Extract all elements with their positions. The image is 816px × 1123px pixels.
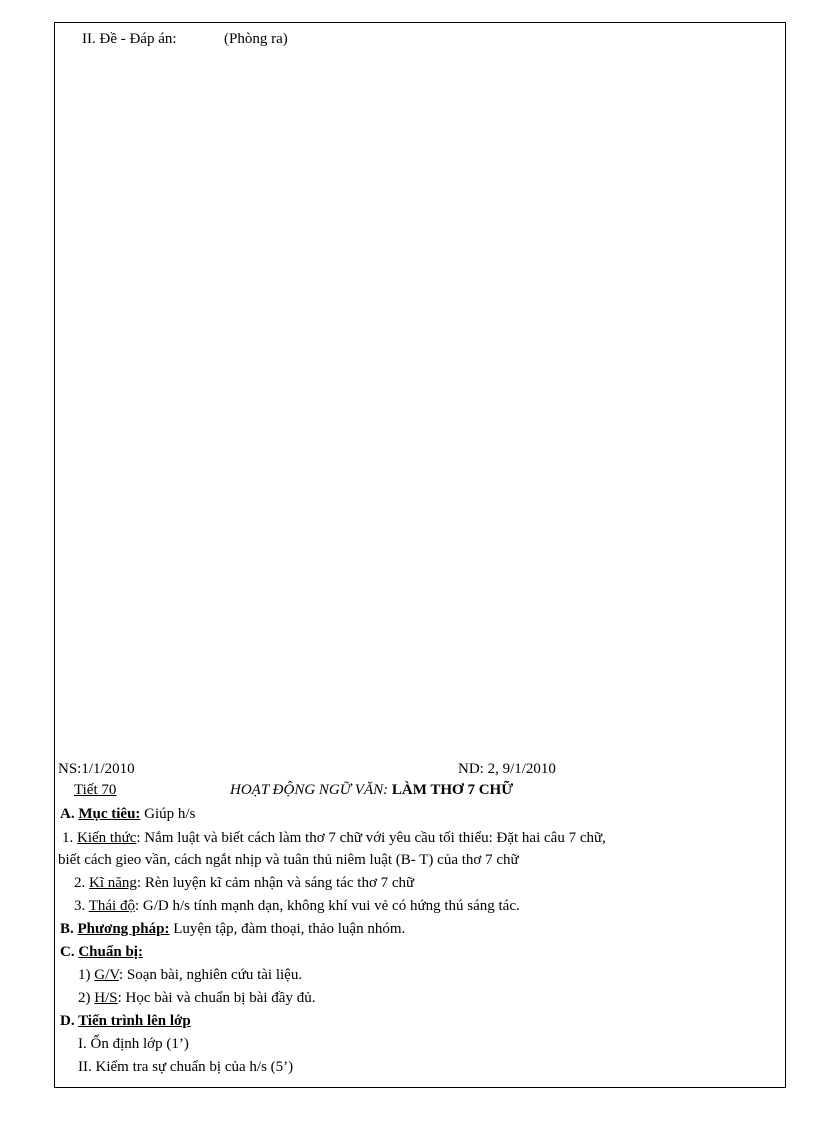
section-a-intro: Giúp h/s [144,806,196,822]
procedure-item-2: II. Kiểm tra sự chuẩn bị của h/s (5’) [78,1059,294,1075]
answer-key-heading: II. Đề - Đáp án: [82,31,177,47]
activity-label: HOẠT ĐỘNG NGỮ VĂN: [230,782,389,798]
knowledge-text-1: : Nắm luật và biết cách làm thơ 7 chữ với yêu cầu tối thiểu: Đặt hai câu 7 chữ, [136,830,606,846]
section-c-line [60,943,143,962]
section-a-heading-text: Mục tiêu: [78,806,141,822]
section-d-heading: D. Tiến trình lên lớp [60,1013,191,1029]
section-b-line [60,920,405,939]
section-b-heading: B. Phương pháp: [60,921,170,937]
answer-key-note: (Phòng ra) [224,31,288,47]
knowledge-label: Kiến thức [77,830,137,846]
teacher-label: G/V [94,967,119,983]
nd-date: ND: 2, 9/1/2010 [458,761,556,777]
answer-key-heading-line [82,30,288,49]
attitude-line: 3. Thái độ: G/D h/s tính mạnh dạn, không khí vui vẻ có hứng thú sáng tác. [74,898,520,914]
student-label: H/S [94,990,118,1006]
section-b-text: Luyện tập, đàm thoại, thảo luận nhóm. [173,921,406,937]
period-number: Tiết 70 [74,782,117,798]
section-c-heading-text: Chuẩn bị: [78,944,143,960]
student-text: : Học bài và chuẩn bị bài đầy đủ. [117,990,316,1006]
teacher-prep-line: 1) G/V: Soạn bài, nghiên cứu tài liệu. [78,967,303,983]
skill-text: : Rèn luyện kĩ cảm nhận và sáng tác thơ 7 chữ [136,875,415,891]
section-c-heading: C. Chuẩn bị: [60,944,143,960]
knowledge-text-2: biết cách gieo vần, cách ngắt nhịp và tuân thủ niêm luật (B- T) của thơ 7 chữ [58,852,519,868]
ns-date: NS:1/1/2010 [58,761,135,777]
knowledge-line: 1. Kiến thức: Nắm luật và biết cách làm thơ 7 chữ với yêu cầu tối thiểu: Đặt hai câu 7 chữ, [62,830,606,846]
skill-label: Kĩ năng [89,875,137,891]
teacher-text: : Soạn bài, nghiên cứu tài liệu. [118,967,303,983]
attitude-label: Thái độ [88,898,135,914]
skill-line: 2. Kĩ năng: Rèn luyện kĩ cảm nhận và sáng tác thơ 7 chữ [74,875,415,891]
procedure-item-1: I. Ổn định lớp (1’) [78,1036,189,1052]
section-d-line [60,1012,191,1031]
section-a-heading: A. Mục tiêu: [60,806,141,822]
lesson-title-line [230,781,513,800]
attitude-text: : G/D h/s tính mạnh dạn, không khí vui vẻ có hứng thú sáng tác. [134,898,520,914]
section-b-heading-text: Phương pháp: [77,921,170,937]
section-a-line [60,805,195,824]
section-d-heading-text: Tiến trình lên lớp [78,1013,191,1029]
student-prep-line: 2) H/S: Học bài và chuẩn bị bài đầy đủ. [78,990,316,1006]
lesson-title: LÀM THƠ 7 CHỮ [391,782,514,798]
